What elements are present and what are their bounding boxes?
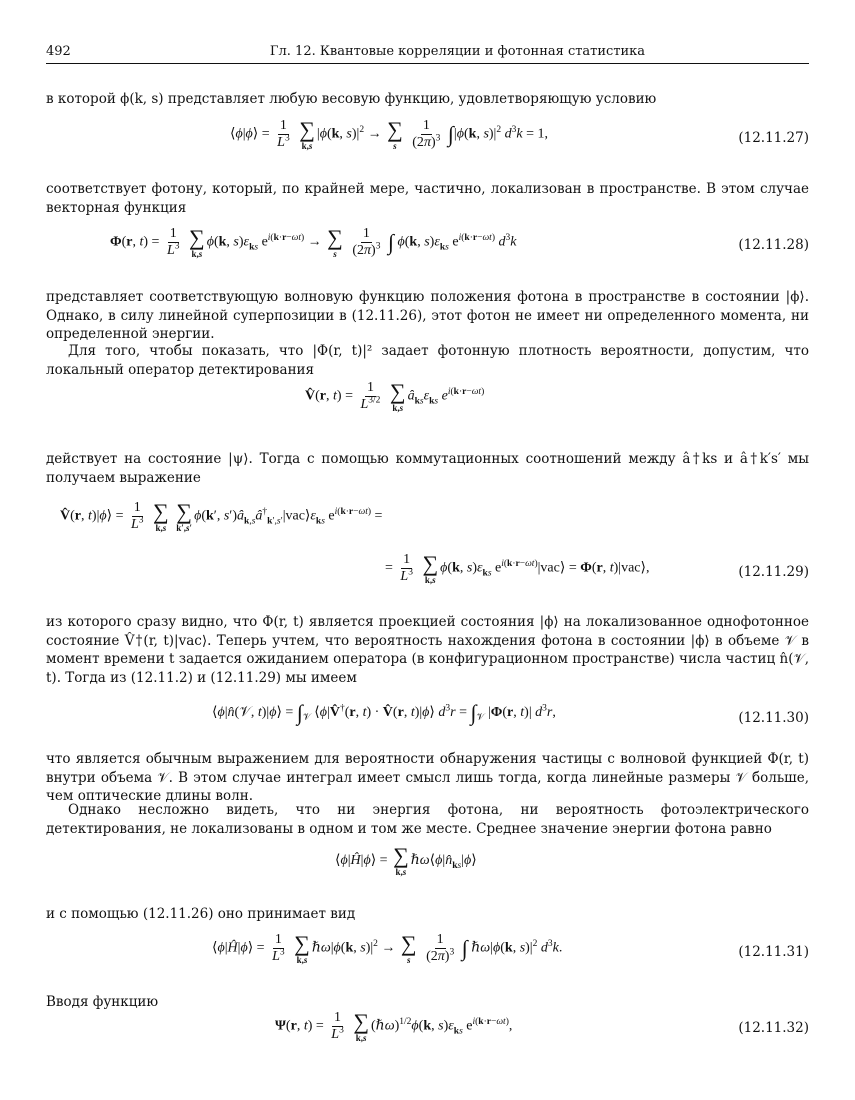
equation-12-11-29-line-2: = $\frac{1}{L^3}$ ∑ k,s ϕ(k, $s)\varepsilon_{ks}$ $e^{i(k\cdot r-\omega t)}|vac⟩ = \Phi(r$, t)|vac⟩, xyxy=(385,550,650,585)
paragraph-3: представляет соответствующую волновую функцию положения фотона в пространстве в состоянии |ϕ⟩. Однако, в силу линейной суперпозиции в (12.11.26), этот фотон не имеет ни определенного момента, ни определенной энергии. xyxy=(46,289,809,342)
page-header xyxy=(46,44,809,64)
equation-number-30: (12.11.30) xyxy=(738,710,809,726)
equation-12-11-32: Ψ(r, t) = $\frac{1}{L^3}$ ∑ k,s (ℏω)$^{1/2}$ϕ(k, $s)\varepsilon_{ks}$ $e^{i(k\cdot r-\omega t)}$, xyxy=(275,1008,513,1043)
paragraph-10: Вводя функцию xyxy=(46,994,159,1010)
equation-12-11-30: ⟨ϕ|n̂(𝒱, t)|ϕ⟩ = $\int_𝒱$ ⟨ϕ|V̂†(r, t) · V̂(r, t)|ϕ⟩ $d^3r = \int_𝒱$ |Φ(r, t)| $d^3r$, xyxy=(212,700,556,725)
paragraph-8: Однако несложно видеть, что ни энергия фотона, ни вероятность фотоэлектрического детектирования, не локализованы в одном и том же месте. Среднее значение энергии фотона равно xyxy=(46,802,809,837)
paragraph-1: в которой ϕ(k, s) представляет любую весовую функцию, удовлетворяющую условию xyxy=(46,91,657,107)
paragraph-6: из которого сразу видно, что Φ(r, t) является проекцией состояния |ϕ⟩ на локализованное однофотонное состояние V̂†(r, t)|vac⟩. Теперь учтем, что вероятность нахождения фотона в состоянии |ϕ⟩ в объеме 𝒱 в момент времени t задается ожиданием оператора (в конфигурационном пространстве) числа частиц n̂(𝒱, t). Тогда из (12.11.2) и (12.11.29) мы имеем xyxy=(46,614,809,686)
equation-12-11-29-line-1: V̂(r, t)|ϕ⟩ = $\frac{1}{L^3}$ ∑ k,s ∑ k′,s′ ϕ(k′, $s')â_{k,s}â^\dagger_{k',s'}|vac⟩\varepsilon_{ks}$ $e^{i(k\cdot r-\omega t)}$ = xyxy=(60,498,383,533)
paragraph-9: и с помощью (12.11.26) оно принимает вид xyxy=(46,906,356,922)
equation-number-28: (12.11.28) xyxy=(738,237,809,253)
paragraph-2: соответствует фотону, который, по крайней мере, частично, локализован в пространстве. В этом случае векторная функция xyxy=(46,181,809,216)
equation-mean-energy: ⟨ϕ|Ĥ|ϕ⟩ = ∑ k,s $\hbar\omega⟨\phi|n̂_{ks}|\phi⟩$ xyxy=(335,843,477,877)
running-title: Гл. 12. Квантовые корреляции и фотонная статистика xyxy=(269,44,646,59)
paragraph-7: что является обычным выражением для вероятности обнаружения частицы с волновой функцией Φ(r, t) внутри объема 𝒱. В этом случае интеграл имеет смысл лишь тогда, когда линейные размеры 𝒱 больше, чем оптические длины волн. xyxy=(46,751,809,804)
equation-number-32: (12.11.32) xyxy=(738,1020,809,1036)
paragraph-4: Для того, чтобы показать, что |Φ(r, t)|² задает фотонную плотность вероятности, допустим, что локальный оператор детектирования xyxy=(46,343,809,378)
equation-number-27: (12.11.27) xyxy=(738,130,809,146)
paragraph-5: действует на состояние |ψ⟩. Тогда с помощью коммутационных соотношений между â†ks и â†k′s′ мы получаем выражение xyxy=(46,451,809,486)
equation-12-11-27: ⟨ϕ|ϕ⟩ = $\frac{1}{L^3}$ ∑ k,s |ϕ(k, $s)|^2$ → ∑ s $\frac{1}{(2\pi)^3}$ ∫|ϕ(k, $s)|^2$ $d^3k = 1$, xyxy=(230,116,548,151)
equation-12-11-31: ⟨ϕ|Ĥ|ϕ⟩ = $\frac{1}{L^3}$ ∑ k,s ℏω|ϕ(k, $s)|^2$ → ∑ s $\frac{1}{(2\pi)^3}$ ∫ ℏω|ϕ(k, $s)|^2$ $d^3k$. xyxy=(212,930,563,965)
equation-number-31: (12.11.31) xyxy=(738,944,809,960)
header-rule xyxy=(46,63,809,64)
equation-12-11-28: Φ(r, t) = $\frac{1}{L^3}$ ∑ k,s ϕ(k, $s)\varepsilon_{ks}$ $e^{i(k\cdot r-\omega t)}$ → ∑ s $\frac{1}{(2\pi)^3}$ ∫ ϕ(k, $s)\varepsilon_{ks}$ $e^{i(k\cdot r-\omega t)}$ $d^3k$ xyxy=(110,224,517,259)
page-number: 492 xyxy=(46,44,71,59)
equation-detection-operator: V̂(r, t) = $\frac{1}{L^{3/2}}$ ∑ k,s $â_{ks}\varepsilon_{ks}$ $e^{i(k\cdot r-\omega t)}$ xyxy=(305,378,485,413)
equation-number-29: (12.11.29) xyxy=(738,564,809,580)
